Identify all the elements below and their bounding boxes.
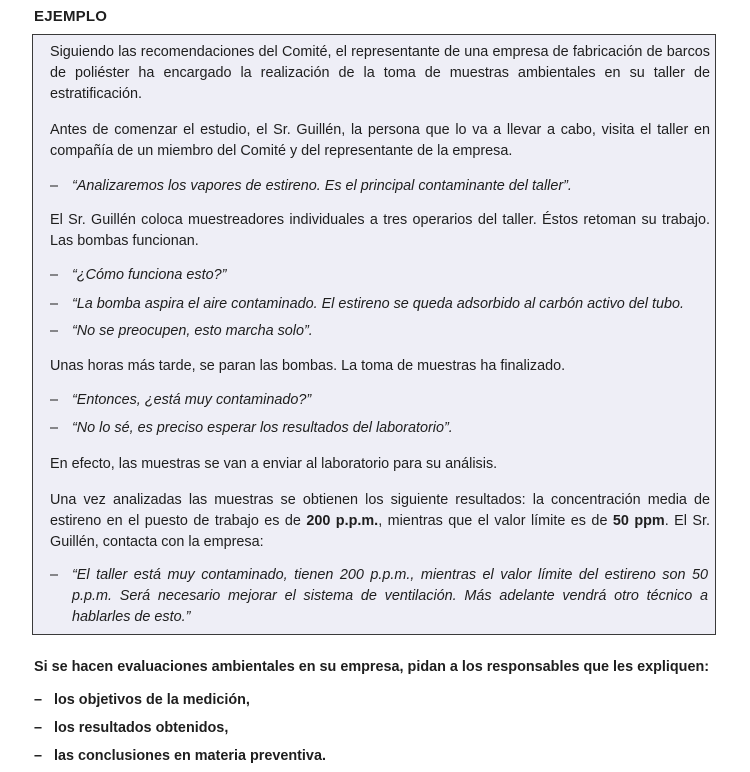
dash-marker: – <box>34 748 43 764</box>
paragraph-laboratory: En efecto, las muestras se van a enviar al laboratorio para su análisis. <box>50 456 498 472</box>
dash-marker: – <box>34 720 43 736</box>
quote-no-lo-se: “No lo sé, es preciso esperar los resultados del laboratorio”. <box>72 420 453 436</box>
measured-concentration: 200 p.p.m. <box>306 513 379 529</box>
dash-marker: – <box>34 692 43 708</box>
results-text: , mientras que el valor límite es de <box>378 513 613 529</box>
list-item: los resultados obtenidos, <box>54 720 229 736</box>
paragraph-intro: Siguiendo las recomendaciones del Comité, el representante de una empresa de fabricación de barcos de poliéster ha encargado la realización de la toma de muestras ambientales en su taller de estratificación. <box>50 44 710 102</box>
paragraph-visit: Antes de comenzar el estudio, el Sr. Guillén, la persona que lo va a llevar a cabo, visita el taller en compañía de un miembro del Comité y del representante de la empresa. <box>50 122 710 159</box>
dash-marker: – <box>50 567 59 583</box>
closing-statement: Si se hacen evaluaciones ambientales en su empresa, pidan a los responsables que les expliquen: <box>34 659 710 675</box>
dash-marker: – <box>50 178 59 194</box>
paragraph-results <box>50 490 710 553</box>
list-item: las conclusiones en materia preventiva. <box>54 748 326 764</box>
list-item: los objetivos de la medición, <box>54 692 250 708</box>
section-heading: EJEMPLO <box>34 8 108 25</box>
quote-analizaremos: “Analizaremos los vapores de estireno. Es el principal contaminante del taller”. <box>72 178 572 194</box>
paragraph-hours-later: Unas horas más tarde, se paran las bombas. La toma de muestras ha finalizado. <box>50 358 566 374</box>
quote-no-se-preocupen: “No se preocupen, esto marcha solo”. <box>72 323 313 339</box>
quote-taller-contaminado: “El taller está muy contaminado, tienen 200 p.p.m., mientras el valor límite del estireno son 50 p.p.m. Será necesario mejorar el sistema de ventilación. Más adelante vendrá otro técnico a hablarles de esto.” <box>72 567 708 625</box>
results-text: Una vez analizadas las muestras se obtienen los siguiente resultados: la concentración media de estireno en el puesto de trabajo es de <box>50 492 710 529</box>
results-text: . El Sr. Guillén, contacta con la empresa: <box>50 513 710 550</box>
quote-como-funciona: “¿Cómo funciona esto?” <box>72 267 227 283</box>
paragraph-samplers: El Sr. Guillén coloca muestreadores individuales a tres operarios del taller. Éstos retoman su trabajo. Las bombas funcionan. <box>50 212 710 249</box>
quote-entonces: “Entonces, ¿está muy contaminado?” <box>72 392 312 408</box>
dash-marker: – <box>50 392 59 408</box>
dash-marker: – <box>50 296 59 312</box>
dash-marker: – <box>50 267 59 283</box>
dash-marker: – <box>50 323 59 339</box>
limit-value: 50 ppm <box>612 513 665 529</box>
dash-marker: – <box>50 420 59 436</box>
quote-bomba: “La bomba aspira el aire contaminado. El estireno se queda adsorbido al carbón activo del tubo. <box>72 296 684 312</box>
